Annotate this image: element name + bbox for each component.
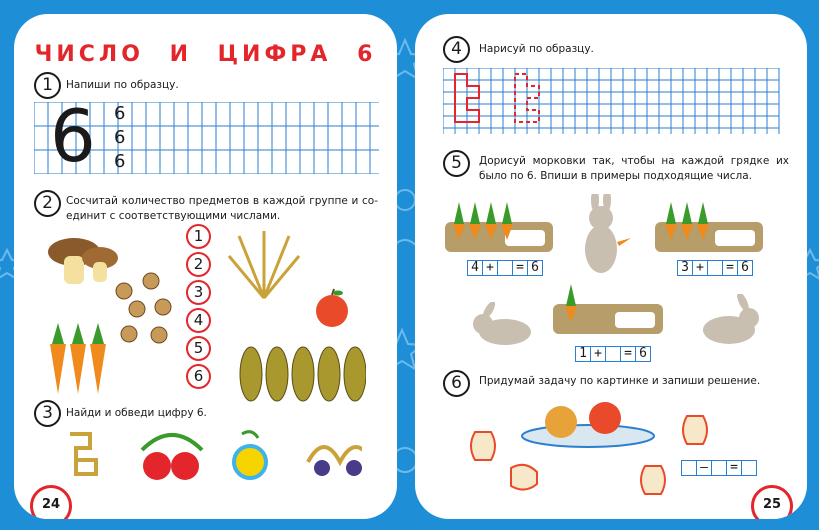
apple-core-icon-3 xyxy=(677,412,713,448)
answer-number-1[interactable]: 1 xyxy=(186,224,211,249)
answer-number-2[interactable]: 2 xyxy=(186,252,211,277)
task-number-5: 5 xyxy=(443,150,470,177)
mushrooms-icon xyxy=(44,234,119,292)
equation-1[interactable]: 4 + = 6 xyxy=(467,260,542,276)
plate-with-apples-icon xyxy=(519,398,657,448)
task-2-text: Сосчитай количество предметов в каждой группе и со-единит с соответствующими числами. xyxy=(66,195,378,222)
answer-number-4[interactable]: 4 xyxy=(186,308,211,333)
apple-icon xyxy=(312,287,352,329)
task-number-4: 4 xyxy=(443,36,470,63)
task-5-text: Дорисуй морковки так, чтобы на каждой грядке их было по 6. Впиши в примеры подходящие числа. xyxy=(479,155,789,182)
answer-number-5[interactable]: 5 xyxy=(186,336,211,361)
task-1-text: Напиши по образцу. xyxy=(66,79,179,91)
apple-core-icon-2 xyxy=(505,460,541,494)
garden-bed-4-carrots xyxy=(445,192,553,254)
pine-cones-icon xyxy=(236,344,366,406)
sample-digit-6: 6 xyxy=(50,94,96,178)
task-number-1: 1 xyxy=(34,72,61,99)
carrots-icon xyxy=(42,319,112,397)
garden-bed-3-carrots xyxy=(655,192,763,254)
apple-core-icon-4 xyxy=(635,462,671,498)
task-6-text: Придумай задачу по картинке и запиши решение. xyxy=(479,375,761,387)
hazelnuts-icon xyxy=(109,269,179,349)
task-4-text: Нарисуй по образцу. xyxy=(479,43,594,55)
page-title: ЧИСЛО И ЦИФРА 6 xyxy=(34,42,377,67)
sample-row-digits: 6 6 6 xyxy=(114,103,126,172)
hidden-six-pictures xyxy=(62,426,362,488)
solution-equation[interactable]: – = xyxy=(681,460,756,476)
page-number-24: 24 xyxy=(30,485,72,519)
equation-3[interactable]: 1 + = 6 xyxy=(575,346,650,362)
rabbit-left-icon xyxy=(471,302,537,346)
answer-number-3[interactable]: 3 xyxy=(186,280,211,305)
right-page xyxy=(415,14,807,519)
drawing-grid xyxy=(443,68,783,134)
apple-core-icon-1 xyxy=(465,428,501,464)
task-number-6: 6 xyxy=(443,370,470,397)
left-page xyxy=(14,14,397,519)
answer-number-6[interactable]: 6 xyxy=(186,364,211,389)
rabbit-right-icon xyxy=(699,294,765,348)
page-number-25: 25 xyxy=(751,485,793,519)
equation-2[interactable]: 3 + = 6 xyxy=(677,260,752,276)
wheat-icon xyxy=(224,226,304,301)
rabbit-with-carrot-icon xyxy=(573,194,633,279)
task-number-3: 3 xyxy=(34,400,61,427)
task-3-text: Найди и обведи цифру 6. xyxy=(66,407,207,419)
garden-bed-1-carrot xyxy=(553,276,663,338)
task-number-2: 2 xyxy=(34,190,61,217)
